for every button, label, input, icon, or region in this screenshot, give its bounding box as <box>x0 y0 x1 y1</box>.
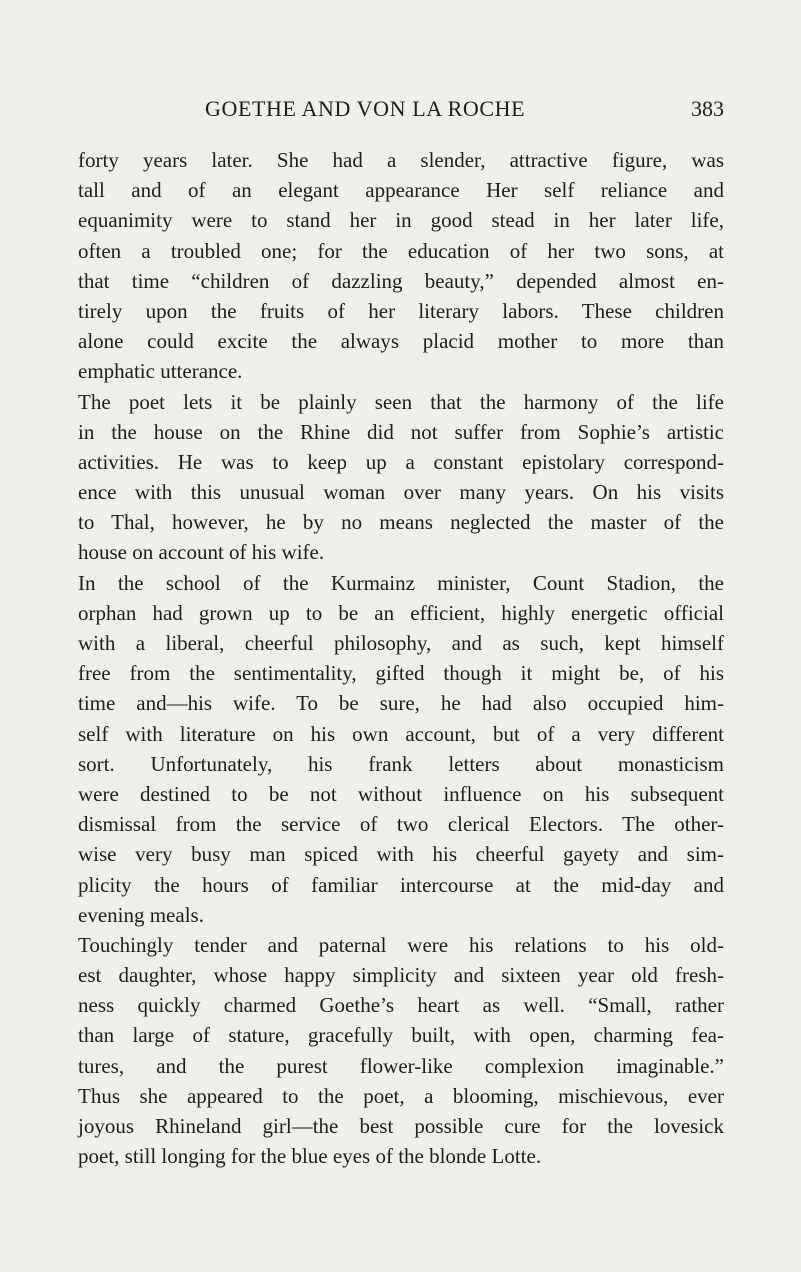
body-text <box>78 145 724 1171</box>
text-line: were destined to be not without influence on his subsequent <box>78 781 724 806</box>
text-line: alone could excite the always placid mother to more than <box>78 329 724 354</box>
running-title: GOETHE AND VON LA ROCHE <box>205 96 526 121</box>
text-line: Thus she appeared to the poet, a blooming, mischievous, ever <box>78 1083 724 1108</box>
text-line: that time “children of dazzling beauty,” depended almost en- <box>78 268 724 293</box>
text-line: equanimity were to stand her in good stead in her later life, <box>78 208 724 233</box>
text-line: The poet lets it be plainly seen that the harmony of the life <box>78 389 724 414</box>
text-line: orphan had grown up to be an efficient, highly energetic official <box>78 600 724 625</box>
text-line: forty years later. She had a slender, attractive figure, was <box>78 148 724 172</box>
text-line: tirely upon the fruits of her literary labors. These children <box>78 298 724 323</box>
text-line: poet, still longing for the blue eyes of the blonde Lotte. <box>78 1144 542 1169</box>
text-line: plicity the hours of familiar intercourse at the mid-day and <box>78 872 724 897</box>
text-line: in the house on the Rhine did not suffer from Sophie’s artistic <box>78 419 724 444</box>
text-line: house on account of his wife. <box>78 540 325 565</box>
text-line: tures, and the purest flower-like complexion imaginable.” <box>78 1053 724 1078</box>
text-line: ence with this unusual woman over many years. On his visits <box>78 480 724 505</box>
text-line: emphatic utterance. <box>78 359 243 384</box>
text-line: free from the sentimentality, gifted though it might be, of his <box>78 661 724 686</box>
text-line: with a liberal, cheerful philosophy, and as such, kept himself <box>78 631 724 655</box>
text-line: self with literature on his own account, but of a very different <box>78 721 724 746</box>
text-line: activities. He was to keep up a constant epistolary correspond- <box>78 449 724 474</box>
text-line: often a troubled one; for the education of her two sons, at <box>78 238 724 263</box>
text-line: time and—his wife. To be sure, he had also occupied him- <box>78 691 724 716</box>
text-line: Touchingly tender and paternal were his relations to his old- <box>78 932 724 957</box>
text-line: than large of stature, gracefully built, with open, charming fea- <box>78 1023 724 1048</box>
text-line: evening meals. <box>78 902 204 927</box>
text-line: dismissal from the service of two clerical Electors. The other- <box>78 812 724 837</box>
page-header <box>78 96 724 136</box>
page-number: 383 <box>691 96 724 121</box>
text-line: ness quickly charmed Goethe’s heart as well. “Small, rather <box>78 993 724 1018</box>
text-line: est daughter, whose happy simplicity and sixteen year old fresh- <box>78 963 724 988</box>
text-line: joyous Rhineland girl—the best possible cure for the lovesick <box>78 1114 724 1138</box>
text-line: sort. Unfortunately, his frank letters about monasticism <box>78 751 724 776</box>
text-line: wise very busy man spiced with his cheerful gayety and sim- <box>78 842 724 867</box>
text-line: In the school of the Kurmainz minister, Count Stadion, the <box>78 570 724 595</box>
text-line: to Thal, however, he by no means neglected the master of the <box>78 510 724 535</box>
text-line: tall and of an elegant appearance Her self reliance and <box>78 178 724 203</box>
